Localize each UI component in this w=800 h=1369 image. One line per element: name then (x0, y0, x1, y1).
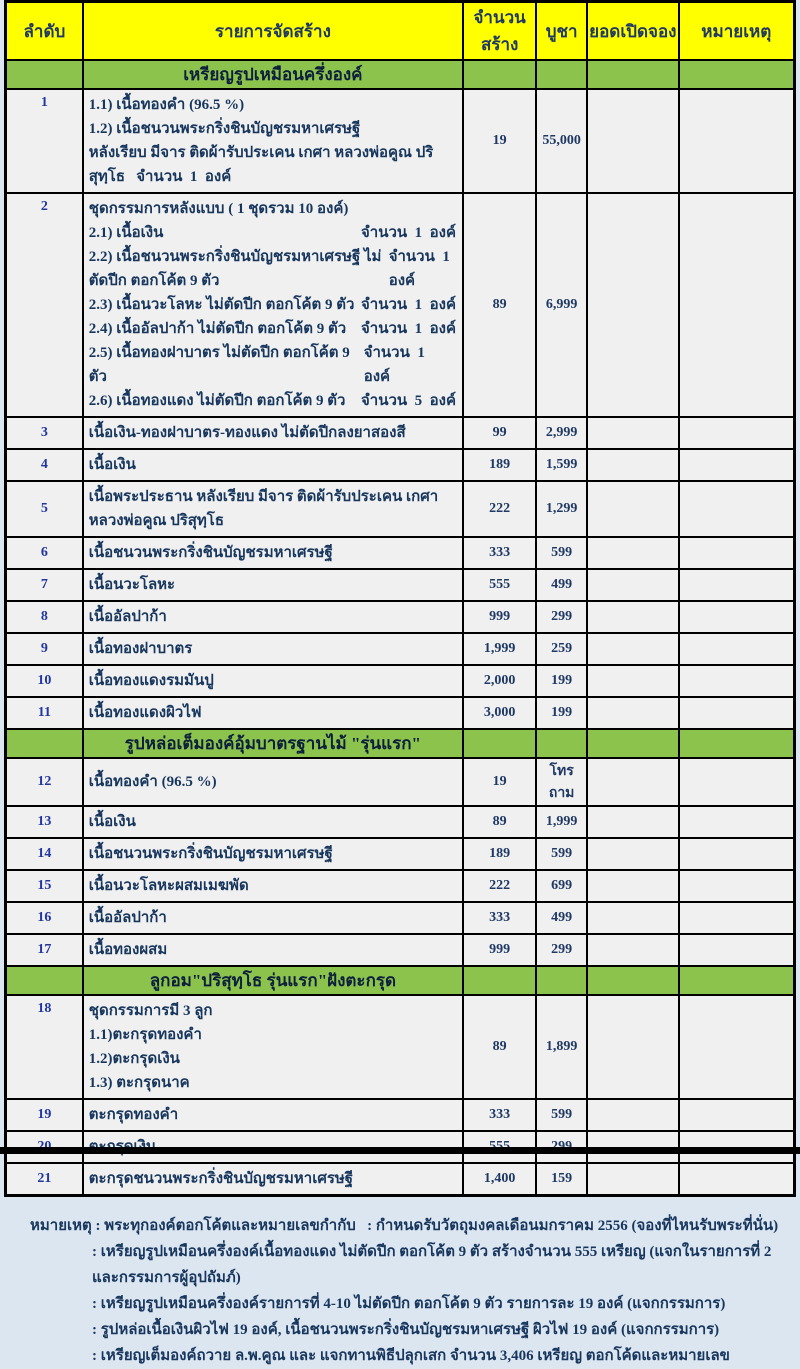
table-row (6, 697, 795, 729)
row-number: 21 (6, 1163, 83, 1196)
reservations-cell (587, 995, 679, 1099)
description-line (89, 245, 458, 293)
description-line: เนื้อนวะโลหะผสมเมฆพัด (88, 878, 249, 894)
price-cell: 1,999 (536, 806, 587, 838)
item-description (83, 758, 463, 806)
line-right: จำนวน 5 องค์ (361, 393, 457, 409)
description-line (89, 341, 458, 389)
table-row (6, 838, 795, 870)
table-row (6, 601, 795, 633)
reservations-cell (587, 697, 679, 729)
section-title: เหรียญรูปเหมือนครึ่งองค์ (83, 60, 463, 89)
description-line: 1.3) ตะกรุดนาค (88, 1075, 190, 1091)
quantity-cell: 555 (463, 569, 536, 601)
table-row (6, 633, 795, 665)
item-description (83, 569, 463, 601)
row-number: 7 (6, 569, 83, 601)
price-cell: 199 (536, 697, 587, 729)
description-line: เนื้อชนวนพระกริ่งชินบัญชรมหาเศรษฐี (88, 846, 333, 862)
note-cell (679, 89, 795, 193)
row-number: 11 (6, 697, 83, 729)
section-cell (536, 966, 587, 995)
price-cell: 599 (536, 1099, 587, 1131)
line-left: 2.2) เนื้อชนวนพระกริ่งชินบัญชรมหาเศรษฐี ไม่ตัดปีก ตอกโค้ต 9 ตัว (88, 249, 382, 289)
price-cell: 55,000 (536, 89, 587, 193)
row-number: 16 (6, 902, 83, 934)
quantity-cell: 189 (463, 838, 536, 870)
reservations-cell (587, 806, 679, 838)
note-cell (679, 838, 795, 870)
footnote-line: : รูปหล่อเนื้อเงินผิวไฟ 19 องค์, เนื้อชนวนพระกริ่งชินบัญชรมหาเศรษฐี ผิวไฟ 19 องค์ (แจกกรรมการ) (92, 1322, 720, 1338)
section-cell (6, 729, 83, 758)
price-cell: 1,299 (536, 481, 587, 537)
note-cell (679, 449, 795, 481)
table-row (6, 89, 795, 193)
price-cell: โทรถาม (536, 758, 587, 806)
section-cell (587, 966, 679, 995)
column-header-item: รายการจัดสร้าง (83, 2, 463, 61)
item-description (83, 601, 463, 633)
item-description (83, 995, 463, 1099)
note-cell (679, 806, 795, 838)
line-left: 2.1) เนื้อเงิน (88, 225, 164, 241)
row-number: 3 (6, 417, 83, 449)
item-description (83, 902, 463, 934)
row-number: 4 (6, 449, 83, 481)
quantity-cell: 222 (463, 870, 536, 902)
section-cell (679, 966, 795, 995)
quantity-cell: 1,999 (463, 633, 536, 665)
description-line: เนื้อทองแดงรมมันปู (88, 673, 214, 689)
section-cell (463, 966, 536, 995)
price-cell: 159 (536, 1163, 587, 1196)
description-line: เนื้อทองฝาบาตร (88, 641, 193, 657)
price-cell: 499 (536, 569, 587, 601)
item-description (83, 89, 463, 193)
item-description (83, 870, 463, 902)
row-number: 6 (6, 537, 83, 569)
row-number: 12 (6, 758, 83, 806)
line-right: จำนวน 1 องค์ (361, 297, 457, 313)
description-line: เนื้อนวะโลหะ (88, 577, 176, 593)
line-right: จำนวน 1 องค์ (388, 249, 458, 289)
row-number: 8 (6, 601, 83, 633)
description-line: ตะกรุดชนวนพระกริ่งชินบัญชรมหาเศรษฐี (88, 1171, 354, 1187)
description-line: 1.1)ตะกรุดทองคำ (88, 1027, 202, 1043)
reservations-cell (587, 758, 679, 806)
footnotes (0, 1197, 800, 1369)
quantity-cell: 89 (463, 995, 536, 1099)
reservations-cell (587, 633, 679, 665)
reservations-cell (587, 665, 679, 697)
description-line: เนื้อเงิน (88, 814, 136, 830)
quantity-cell: 333 (463, 1099, 536, 1131)
description-line (89, 389, 458, 413)
line-right: จำนวน 1 องค์ (363, 345, 433, 385)
reservations-cell (587, 1163, 679, 1196)
table-row (6, 934, 795, 966)
note-cell (679, 193, 795, 417)
row-number: 17 (6, 934, 83, 966)
line-left: 2.4) เนื้ออัลปาก้า ไม่ตัดปีก ตอกโค้ต 9 ตัว (88, 321, 347, 337)
reservations-cell (587, 601, 679, 633)
price-cell: 599 (536, 838, 587, 870)
section-cell (679, 729, 795, 758)
section-cell (463, 60, 536, 89)
description-line: เนื้อชนวนพระกริ่งชินบัญชรมหาเศรษฐี (88, 545, 333, 561)
table-row (6, 1163, 795, 1196)
description-line: เนื้อทองผสม (88, 942, 168, 958)
row-number: 9 (6, 633, 83, 665)
quantity-cell: 3,000 (463, 697, 536, 729)
section-row (6, 60, 795, 89)
row-number: 10 (6, 665, 83, 697)
reservations-cell (587, 449, 679, 481)
note-cell (679, 569, 795, 601)
table-row (6, 569, 795, 601)
item-description (83, 1099, 463, 1131)
item-description (83, 449, 463, 481)
price-cell: 299 (536, 601, 587, 633)
note-cell (679, 481, 795, 537)
note-cell (679, 633, 795, 665)
note-cell (679, 537, 795, 569)
section-title: ลูกอม"ปริสุทฺโธ รุ่นแรก"ฝังตะกรุด (83, 966, 463, 995)
quantity-cell: 19 (463, 89, 536, 193)
reservations-cell (587, 569, 679, 601)
description-line: ชุดกรรมการหลังแบบ ( 1 ชุดรวม 10 องค์) (88, 201, 349, 217)
description-line: 1.1) เนื้อทองคำ (96.5 %) (88, 97, 245, 113)
line-right: จำนวน 1 องค์ (361, 321, 457, 337)
row-number: 14 (6, 838, 83, 870)
line-left: 2.6) เนื้อทองแดง ไม่ตัดปีก ตอกโค้ต 9 ตัว (88, 393, 346, 409)
item-description (83, 697, 463, 729)
description-line: ตะกรุดทองคำ (88, 1107, 179, 1123)
quantity-cell: 2,000 (463, 665, 536, 697)
description-line: เนื้อทองคำ (96.5 %) (88, 774, 217, 790)
section-cell (587, 729, 679, 758)
description-line: หลังเรียบ มีจาร ติดผ้ารับประเคน เกศา หลวงพ่อคูณ ปริสุทฺโธ จำนวน 1 องค์ (88, 145, 434, 185)
description-line: 1.2) เนื้อชนวนพระกริ่งชินบัญชรมหาเศรษฐี (88, 121, 361, 137)
item-description (83, 838, 463, 870)
table-row (6, 758, 795, 806)
table-row (6, 537, 795, 569)
section-cell (6, 60, 83, 89)
quantity-cell: 89 (463, 193, 536, 417)
line-right: จำนวน 1 องค์ (361, 225, 457, 241)
footnote-line: : เหรียญรูปเหมือนครึ่งองค์รายการที่ 4-10 ไม่ตัดปีก ตอกโค้ต 9 ตัว รายการละ 19 องค์ (แจกกรรมการ) (92, 1296, 726, 1312)
table-row (6, 902, 795, 934)
quantity-cell: 222 (463, 481, 536, 537)
section-cell (536, 60, 587, 89)
price-cell: 699 (536, 870, 587, 902)
line-left: 2.5) เนื้อทองฝาบาตร ไม่ตัดปีก ตอกโค้ต 9 ตัว (88, 345, 354, 385)
row-number: 18 (6, 995, 83, 1099)
description-line (89, 293, 458, 317)
price-cell: 1,599 (536, 449, 587, 481)
price-cell: 2,999 (536, 417, 587, 449)
quantity-cell: 1,400 (463, 1163, 536, 1196)
item-description (83, 537, 463, 569)
quantity-cell: 333 (463, 537, 536, 569)
description-line: เนื้อเงิน-ทองฝาบาตร-ทองแดง ไม่ตัดปีกลงยาสองสี (88, 425, 406, 441)
price-cell: 6,999 (536, 193, 587, 417)
table-row (6, 995, 795, 1099)
row-number: 13 (6, 806, 83, 838)
bottom-bar (0, 1147, 800, 1154)
quantity-cell: 19 (463, 758, 536, 806)
table-row (6, 449, 795, 481)
table-row (6, 806, 795, 838)
note-cell (679, 934, 795, 966)
quantity-cell: 189 (463, 449, 536, 481)
row-number: 19 (6, 1099, 83, 1131)
item-description (83, 665, 463, 697)
table-row (6, 870, 795, 902)
reservations-cell (587, 838, 679, 870)
description-line: 1.2)ตะกรุดเงิน (88, 1051, 180, 1067)
price-cell: 299 (536, 934, 587, 966)
price-cell: 199 (536, 665, 587, 697)
row-number: 1 (6, 89, 83, 193)
column-header-order: ลำดับ (6, 2, 83, 61)
section-row (6, 729, 795, 758)
note-cell (679, 758, 795, 806)
description-line: เนื้อเงิน (88, 457, 136, 473)
note-cell (679, 417, 795, 449)
description-line (89, 317, 458, 341)
amulet-production-table (4, 0, 796, 1197)
section-title: รูปหล่อเต็มองค์อุ้มบาตรฐานไม้ "รุ่นแรก" (83, 729, 463, 758)
quantity-cell: 333 (463, 902, 536, 934)
table-header (6, 2, 795, 61)
header-row (6, 2, 795, 61)
item-description (83, 417, 463, 449)
table-row (6, 417, 795, 449)
note-cell (679, 601, 795, 633)
description-line (89, 221, 458, 245)
item-description (83, 1163, 463, 1196)
footnote-line: : เหรียญรูปเหมือนครึ่งองค์เนื้อทองแดง ไม่ตัดปีก ตอกโค้ต 9 ตัว สร้างจำนวน 555 เหรียญ (แจกในรายการที่ 2 และกรรมการผู้อุปถัมภ์) (92, 1244, 776, 1286)
section-cell (679, 60, 795, 89)
note-cell (679, 902, 795, 934)
description-line: เนื้ออัลปาก้า (88, 609, 167, 625)
section-cell (587, 60, 679, 89)
table-row (6, 193, 795, 417)
reservations-cell (587, 870, 679, 902)
item-description (83, 193, 463, 417)
price-cell: 599 (536, 537, 587, 569)
item-description (83, 806, 463, 838)
table-row (6, 665, 795, 697)
line-left: 2.3) เนื้อนวะโลหะ ไม่ตัดปีก ตอกโค้ต 9 ตัว (88, 297, 355, 313)
price-cell: 259 (536, 633, 587, 665)
description-line: ชุดกรรมการมี 3 ลูก (88, 1003, 213, 1019)
column-header-reservations: ยอดเปิดจอง (587, 2, 679, 61)
section-cell (6, 966, 83, 995)
reservations-cell (587, 537, 679, 569)
row-number: 2 (6, 193, 83, 417)
section-row (6, 966, 795, 995)
description-line: เนื้ออัลปาก้า (88, 910, 167, 926)
quantity-cell: 999 (463, 934, 536, 966)
price-cell: 499 (536, 902, 587, 934)
note-cell (679, 1099, 795, 1131)
item-description (83, 633, 463, 665)
item-description (83, 481, 463, 537)
item-description (83, 934, 463, 966)
note-cell (679, 665, 795, 697)
quantity-cell: 99 (463, 417, 536, 449)
price-cell: 1,899 (536, 995, 587, 1099)
note-cell (679, 697, 795, 729)
table-body (6, 60, 795, 1196)
note-cell (679, 870, 795, 902)
note-cell (679, 995, 795, 1099)
footnote-line: : เหรียญเต็มองค์ถวาย ล.พ.คูณ และ แจกทานพิธีปลุกเสก จำนวน 3,406 เหรียญ ตอกโค้ดและหมายเลข (92, 1348, 730, 1364)
reservations-cell (587, 481, 679, 537)
description-line: เนื้อทองแดงผิวไฟ (88, 705, 202, 721)
quantity-cell: 89 (463, 806, 536, 838)
footnote-line: หมายเหตุ : พระทุกองค์ตอกโค้ตและหมายเลขกำกับ : กำหนดรับวัตถุมงคลเดือนมกราคม 2556 (จองที่ไหนรับพระที่นั่น) (30, 1218, 779, 1234)
column-header-quantity: จำนวนสร้าง (463, 2, 536, 61)
column-header-notes: หมายเหตุ (679, 2, 795, 61)
section-cell (536, 729, 587, 758)
row-number: 15 (6, 870, 83, 902)
quantity-cell: 999 (463, 601, 536, 633)
reservations-cell (587, 902, 679, 934)
section-cell (463, 729, 536, 758)
reservations-cell (587, 1099, 679, 1131)
table-row (6, 1099, 795, 1131)
row-number: 5 (6, 481, 83, 537)
column-header-price: บูชา (536, 2, 587, 61)
table-row (6, 481, 795, 537)
reservations-cell (587, 89, 679, 193)
description-line: เนื้อพระประธาน หลังเรียบ มีจาร ติดผ้ารับประเคน เกศา หลวงพ่อคูณ ปริสุทฺโธ (88, 489, 442, 529)
note-cell (679, 1163, 795, 1196)
reservations-cell (587, 193, 679, 417)
reservations-cell (587, 934, 679, 966)
reservations-cell (587, 417, 679, 449)
